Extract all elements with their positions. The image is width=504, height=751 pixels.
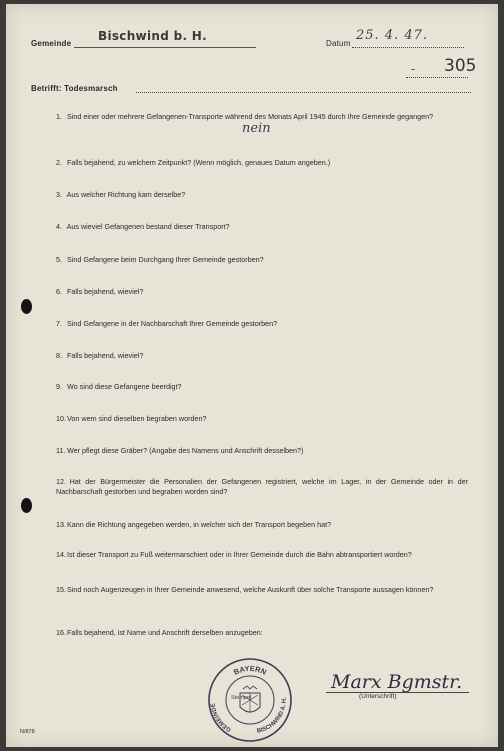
question-9: 9. Wo sind diese Gefangene beerdigt? — [56, 382, 182, 391]
form-number: N/878 — [20, 729, 35, 735]
datum-label: Datum — [326, 39, 351, 48]
question-2: 2. Falls bejahend, zu welchem Zeitpunkt? (Wenn möglich, genaues Datum angeben.) — [56, 158, 331, 167]
number-underline — [406, 77, 468, 78]
question-16: 16. Falls bejahend, ist Name und Anschrift derselben anzugeben: — [56, 628, 263, 637]
document-number: 305 — [444, 56, 477, 76]
signature-line — [326, 692, 469, 693]
question-13: 13. Kann die Richtung angegeben werden, in welcher sich der Transport begeben hat? — [56, 520, 332, 529]
datum-underline — [352, 47, 464, 48]
svg-text:BISCHWIND A. H. — [256, 697, 287, 735]
signature-caption: (Unterschrift) — [359, 693, 397, 700]
question-10: 10. Von wem sind dieselben begraben worden? — [56, 414, 207, 423]
punch-hole-bottom — [21, 498, 32, 513]
question-7: 7. Sind Gefangene in der Nachbarschaft Ihrer Gemeinde gestorben? — [56, 319, 278, 328]
svg-text:BAYERN — [232, 664, 268, 677]
punch-hole-top — [21, 299, 32, 314]
question-4: 4. Aus wieviel Gefangenen bestand dieser Transport? — [56, 222, 230, 231]
margin-mark: - — [411, 62, 416, 76]
question-11: 11. Wer pflegt diese Gräber? (Angabe des Namens und Anschrift desselben?) — [56, 446, 304, 455]
seal-top-text: BAYERN — [232, 663, 268, 677]
question-15: 15. Sind noch Augenzeugen in Ihrer Gemeinde anwesend, welche Auskunft über solche Transporte aussagen können? — [56, 585, 434, 594]
question-5: 5. Sind Gefangene beim Durchgang Ihrer Gemeinde gestorben? — [56, 255, 264, 264]
official-seal — [207, 657, 293, 743]
question-14: 14. Ist dieser Transport zu Fuß weitermarschiert oder in Ihrer Gemeinde durch die Bahn abtransportiert worden? — [56, 550, 412, 559]
gemeinde-underline — [74, 47, 256, 48]
form-sheet — [6, 4, 498, 747]
question-8: 8. Falls bejahend, wieviel? — [56, 351, 144, 360]
subject-line: Betrifft: Todesmarsch — [31, 84, 118, 93]
gemeinde-label: Gemeinde — [31, 39, 72, 48]
datum-value: 25. 4. 47. — [356, 28, 429, 43]
seal-left-text: GEMEINDE — [210, 702, 233, 733]
answer-1: nein — [242, 121, 271, 136]
question-1: 1. Sind einer oder mehrere Gefangenen-Transporte während des Monats April 1945 durch Ihre Gemeinde gegangen? — [56, 112, 434, 121]
question-12: 12. Hat der Bürgermeister die Personalien der Gefangenen registriert, welche im Lager, in der Gemeinde oder in der Nachbarschaft gestorben und begraben worden sind? — [56, 477, 468, 496]
seal-center-text: Stempel — [231, 695, 252, 701]
question-3: 3. Aus welcher Richtung kam derselbe? — [56, 190, 186, 199]
gemeinde-value: Bischwind b. H. — [98, 29, 207, 43]
subject-underline — [136, 92, 471, 93]
question-6: 6. Falls bejahend, wieviel? — [56, 287, 144, 296]
seal-right-text: BISCHWIND A. H. — [256, 697, 288, 735]
signature-handwriting: Marx Bgmstr. — [331, 671, 463, 693]
